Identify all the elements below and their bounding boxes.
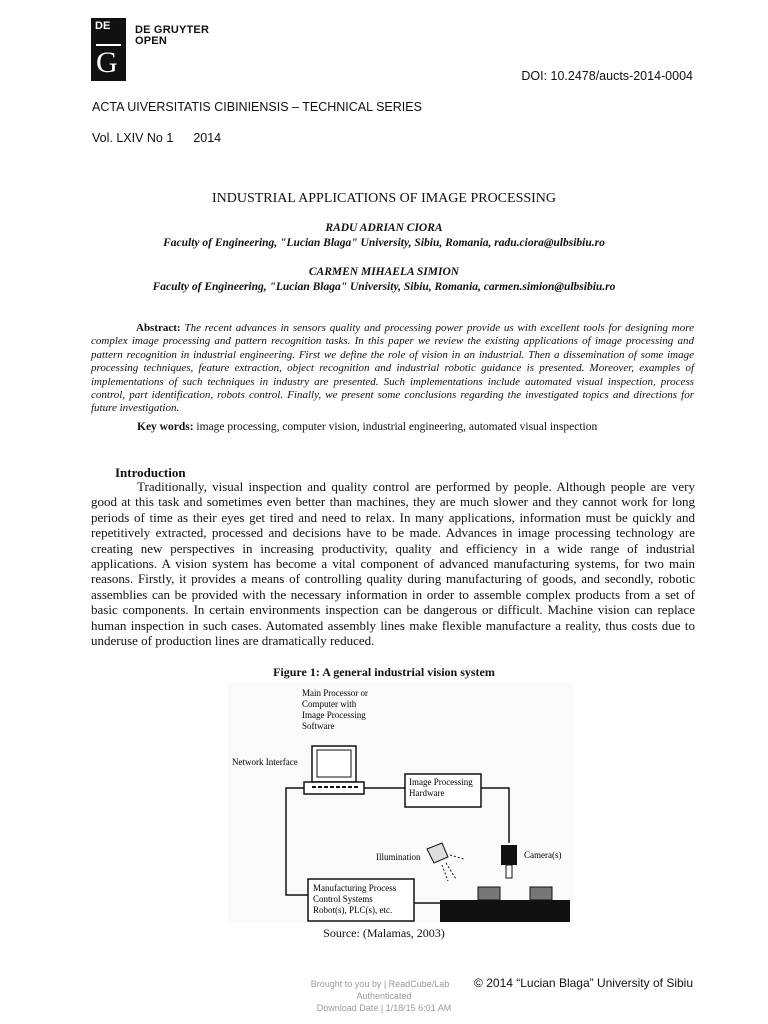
label-main-processor-4: Software (302, 721, 335, 731)
volume-info (92, 131, 221, 145)
label-mpc-3: Robot(s), PLC(s), etc. (313, 905, 393, 915)
author1-affiliation: Faculty of Engineering, "Lucian Blaga" University, Sibiu, Romania, radu.ciora@ulbsibiu.ro (163, 237, 605, 249)
label-main-processor-3: Image Processing (302, 710, 366, 720)
intro-paragraph: Traditionally, visual inspection and quality control are performed by people. Although people are very good at this task and sometimes even better than machines, they are much slower and they cannot work for long periods of time as their eyes get tired and need to relax. In many applications, information must be quickly and repetitively extracted, processed and decisions have to be made. Advances in image processing technology are creating new perspectives in increasing productivity, quality and efficiency in a wide range of industrial applications. A vision system has become a vital component of advanced manufacturing systems, for two main reasons. Firstly, it provides a means of controlling quality during manufacturing of goods, and secondly, robotic assemblies can be provided with the necessary information in order to assemble complex products from a set of basic components. In certain environments inspection can be dangerous or difficult. Machine vision can replace human inspection in such cases. Automated assembly lines make flexible manufacture a reality, thus costs due to underuse of production lines are dramatically reduced. (91, 479, 695, 649)
publisher-line1: DE GRUYTER (135, 24, 210, 36)
figure-source: Source: (Malamas, 2003) (323, 926, 445, 940)
keywords (137, 421, 597, 433)
logo-g-text: G (96, 46, 118, 79)
label-network-interface: Network Interface (232, 757, 298, 767)
abstract-label: Abstract: (136, 322, 181, 334)
publisher-line2: OPEN (135, 35, 167, 47)
label-iph-1: Image Processing (409, 777, 473, 787)
vision-system-diagram (228, 683, 573, 923)
doi: DOI: 10.2478/aucts-2014-0004 (521, 69, 693, 83)
label-main-processor-2: Computer with (302, 699, 357, 709)
label-main-processor-1: Main Processor or (302, 688, 368, 698)
label-illumination: Illumination (376, 852, 421, 862)
footer-authenticated: Authenticated (356, 991, 412, 1001)
intro-heading: Introduction (115, 465, 186, 480)
author2-affiliation: Faculty of Engineering, "Lucian Blaga" University, Sibiu, Romania, carmen.simion@ulbsibiu.ro (152, 281, 616, 293)
label-mpc-1: Manufacturing Process (313, 883, 397, 893)
keywords-text: image processing, computer vision, industrial engineering, automated visual inspection (196, 421, 598, 433)
author2-name: CARMEN MIHAELA SIMION (308, 266, 460, 278)
logo-de-text: DE (95, 20, 111, 32)
abstract-text: The recent advances in sensors quality and processing power provide us with excellent tools for designing more complex image processing and pattern recognition tasks. In this paper we review the existing applications of image processing and pattern recognition in industrial engineering. First we define the role of vision in an industrial. Then a dissemination of some image processing techniques, feature extraction, object recognition and industrial robotic guidance is presented. Moreover, examples of implementations of such techniques in industry are presented. Such implementations include automated visual inspection, process control, part identification, robots control. Finally, we present some conclusions regarding the investigated topics and directions for future investigation. (91, 322, 695, 415)
journal-name: ACTA UIVERSITATIS CIBINIENSIS – TECHNICAL SERIES (92, 100, 422, 114)
abstract (91, 322, 694, 416)
label-camera: Camera(s) (524, 850, 562, 860)
copyright: © 2014 “Lucian Blaga” University of Sibiu (474, 976, 693, 990)
author1-name: RADU ADRIAN CIORA (325, 222, 443, 234)
footer-brought: Brought to you by | ReadCube/Lab (310, 979, 450, 989)
keywords-label: Key words: (137, 421, 194, 433)
publisher-name (135, 25, 209, 47)
label-iph-2: Hardware (409, 788, 445, 798)
computer-icon (304, 746, 364, 794)
publisher-logo (91, 18, 126, 81)
figure-caption: Figure 1: A general industrial vision system (273, 665, 495, 679)
volume-number: Vol. LXIV No 1 (92, 131, 174, 145)
label-mpc-2: Control Systems (313, 894, 373, 904)
footer-download-date: Download Date | 1/18/15 6:01 AM (316, 1003, 452, 1013)
paper-title: INDUSTRIAL APPLICATIONS OF IMAGE PROCESSING (211, 191, 557, 206)
volume-year: 2014 (193, 131, 222, 145)
